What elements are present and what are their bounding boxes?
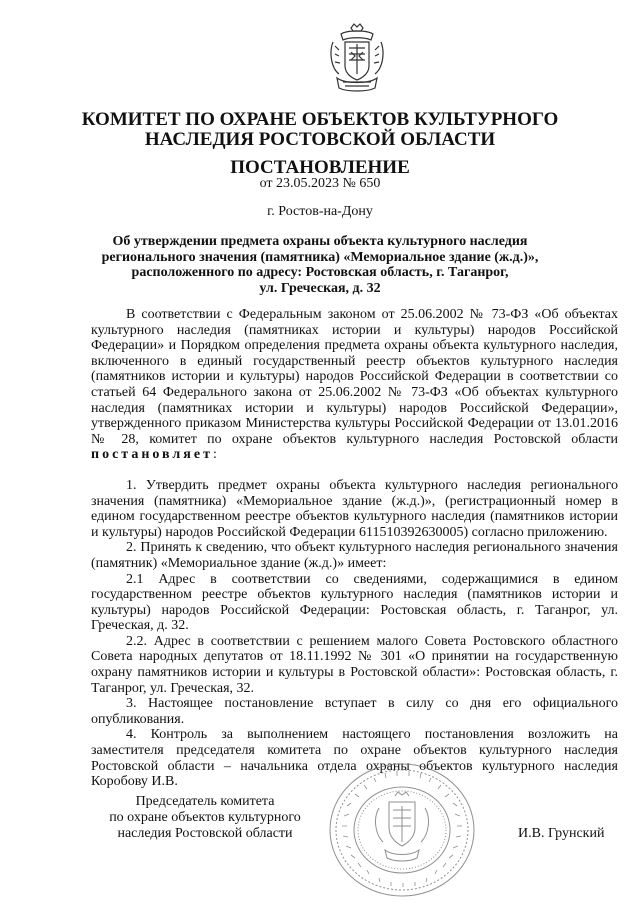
document-date-number: от 23.05.2023 № 650 xyxy=(259,176,381,191)
signatory-title-line1: Председатель комитета xyxy=(135,794,275,809)
subject-line: расположенного по адресу: Ростовская область, г. Таганрог, xyxy=(131,265,509,280)
resolves-colon: : xyxy=(212,447,217,463)
subject-line: Об утверждении предмета охраны объекта культурного наследия xyxy=(112,234,528,249)
item-paragraph: 1. Утвердить предмет охраны объекта культурного наследия регионального значения (памятника) «Мемориальное здание (ж.д.)», (регистрационный номер в едином государственном реестре объектов культурного наследия (памятников истории и культуры) народов Российской Федерации 611510392630005) согласно приложению. xyxy=(91,477,618,540)
preamble-text: В соответствии с Федеральным законом от 25.06.2002 № 73-ФЗ «Об объектах культурного наследия (памятниках истории и культуры) народов Российской Федерации» и Порядком определения предмета охраны объекта культурного наследия, включенного в единый государственный реестр объектов культурного наследия (памятников истории и культуры) народов Российской Федерации в соответствии со статьей 64 Федерального закона от 25.06.2002 № 73-ФЗ «Об объектах культурного наследия (памятниках истории и культуры) народов Российской Федерации», утвержденного приказом Министерства культуры Российской Федерации от 13.01.2016 № 28, комитет по охране объектов культурного наследия Ростовской области xyxy=(91,307,618,447)
document-subject xyxy=(90,234,550,296)
signatory-title-line3: наследия Ростовской области xyxy=(117,826,293,841)
official-seal-stamp xyxy=(327,762,477,898)
signatory-name: И.В. Грунский xyxy=(518,826,605,841)
item-paragraph: 2. Принять к сведению, что объект культурного наследия регионального значения (памятник) «Мемориальное здание (ж.д.)» имеет: xyxy=(91,540,618,571)
committee-name-line2: НАСЛЕДИЯ РОСТОВСКОЙ ОБЛАСТИ xyxy=(144,129,496,150)
committee-name xyxy=(60,110,580,150)
item-paragraph: 2.1 Адрес в соответствии со сведениями, содержащимися в едином государственном реестре объектов культурного наследия (памятников истории и культуры) народов Российской Федерации: Ростовская область, г. Таганрог, ул. Греческая, д. 32. xyxy=(91,571,618,634)
document-body xyxy=(91,307,618,790)
document-city: г. Ростов-на-Дону xyxy=(267,204,373,219)
subject-line: регионального значения (памятника) «Мемориальное здание (ж.д.)», xyxy=(101,249,539,265)
item-paragraph: 4. Контроль за выполнением настоящего постановления возложить на заместителя председателя комитета по охране объектов культурного наследия Ростовской области – начальника отдела охраны объектов культурного наследия Коробову И.В. xyxy=(91,727,618,790)
preamble-paragraph xyxy=(91,307,618,463)
item-paragraph: 3. Настоящее постановление вступает в силу со дня его официального опубликования. xyxy=(91,696,618,727)
coat-of-arms-emblem xyxy=(327,22,387,96)
signatory-title xyxy=(96,794,314,842)
resolves-word: постановляет xyxy=(91,447,213,463)
subject-line: ул. Греческая, д. 32 xyxy=(259,280,381,296)
signatory-title-line2: по охране объектов культурного xyxy=(109,810,301,825)
item-paragraph: 2.2. Адрес в соответствии с решением малого Совета Ростовского областного Совета народных депутатов от 18.11.1992 № 301 «О принятии на государственную охрану памятников истории и культуры в Ростовской области»: Ростовская область, г. Таганрог, ул. Греческая, 32. xyxy=(91,633,618,696)
committee-name-line1: КОМИТЕТ ПО ОХРАНЕ ОБЪЕКТОВ КУЛЬТУРНОГО xyxy=(81,109,559,130)
document-type: ПОСТАНОВЛЕНИЕ xyxy=(230,157,410,178)
